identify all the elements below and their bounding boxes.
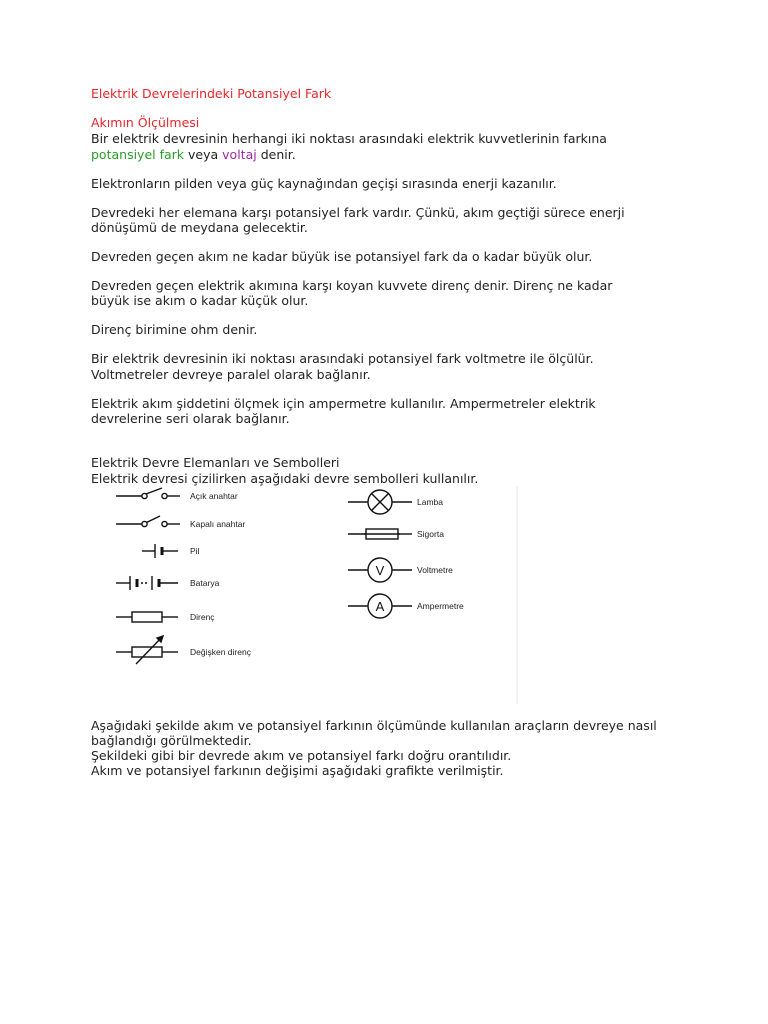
section-heading-devre-elemanlari: Elektrik Devre Elemanları ve Sembolleri [91, 455, 340, 470]
word-veya: veya [188, 147, 219, 162]
term-voltaj: voltaj [222, 147, 257, 162]
circuit-symbols-figure [108, 484, 520, 706]
document-title: Elektrik Devrelerindeki Potansiyel Fark [91, 86, 332, 101]
label-kapali-anahtar: Kapalı anahtar [190, 519, 246, 529]
variable-resistor-symbol [116, 636, 178, 664]
paragraph-energy-conversion-line2: dönüşümü de meydana gelecektir. [91, 220, 308, 235]
term-potansiyel-fark: potansiyel fark [91, 147, 185, 162]
paragraph-potential-difference-line1: Bir elektrik devresinin herhangi iki noktası arasındaki elektrik kuvvetlerinin farkına [91, 131, 607, 146]
label-acik-anahtar: Açık anahtar [190, 491, 238, 501]
paragraph-electron-energy: Elektronların pilden veya güç kaynağından geçişi sırasında enerji kazanılır. [91, 176, 557, 191]
battery-symbol [116, 576, 178, 590]
voltmeter-letter: V [375, 563, 385, 578]
paragraph-proportional: Şekildeki gibi bir devrede akım ve potansiyel farkı doğru orantılıdır. [91, 748, 512, 763]
label-lamba: Lamba [417, 497, 443, 507]
ammeter-letter: A [375, 599, 385, 614]
word-denir: denir. [260, 147, 296, 162]
label-voltmetre: Voltmetre [417, 565, 453, 575]
paragraph-ammeter-line2: devrelerine seri olarak bağlanır. [91, 411, 290, 426]
paragraph-energy-conversion-line1: Devredeki her elemana karşı potansiyel fark vardır. Çünkü, akım geçtiği sürece enerji [91, 205, 625, 220]
cell-symbol [142, 544, 178, 558]
paragraph-measurement-line2: bağlandığı görülmektedir. [91, 733, 252, 748]
open-switch-symbol [116, 488, 180, 499]
fuse-symbol [348, 529, 412, 539]
paragraph-current-potential: Devreden geçen akım ne kadar büyük ise potansiyel fark da o kadar büyük olur. [91, 249, 593, 264]
paragraph-voltmeter-line2: Voltmetreler devreye paralel olarak bağlanır. [91, 367, 371, 382]
label-sigorta: Sigorta [417, 529, 444, 539]
section-heading-akim-olculmesi: Akımın Ölçülmesi [91, 115, 200, 130]
label-pil: Pil [190, 546, 200, 556]
paragraph-potential-difference-line2 [91, 147, 296, 163]
paragraph-resistance-line1: Devreden geçen elektrik akımına karşı koyan kuvvete direnç denir. Direnç ne kadar [91, 278, 613, 293]
paragraph-resistance-line2: büyük ise akım o kadar küçük olur. [91, 293, 309, 308]
lamp-symbol [348, 490, 412, 514]
paragraph-symbols-intro: Elektrik devresi çizilirken aşağıdaki devre sembolleri kullanılır. [91, 471, 479, 486]
paragraph-voltmeter-line1: Bir elektrik devresinin iki noktası arasındaki potansiyel fark voltmetre ile ölçülür. [91, 351, 594, 366]
label-batarya: Batarya [190, 578, 220, 588]
paragraph-ammeter-line1: Elektrik akım şiddetini ölçmek için ampermetre kullanılır. Ampermetreler elektrik [91, 396, 596, 411]
label-degisken-direnc: Değişken direnç [190, 647, 251, 657]
resistor-symbol [116, 612, 178, 622]
closed-switch-symbol [116, 516, 180, 527]
paragraph-measurement-line1: Aşağıdaki şekilde akım ve potansiyel farkının ölçümünde kullanılan araçların devreye nasıl [91, 718, 657, 733]
paragraph-ohm-unit: Direnç birimine ohm denir. [91, 322, 258, 337]
label-direnc: Direnç [190, 612, 215, 622]
label-ampermetre: Ampermetre [417, 601, 464, 611]
paragraph-graph-intro: Akım ve potansiyel farkının değişimi aşağıdaki grafikte verilmiştir. [91, 763, 504, 778]
